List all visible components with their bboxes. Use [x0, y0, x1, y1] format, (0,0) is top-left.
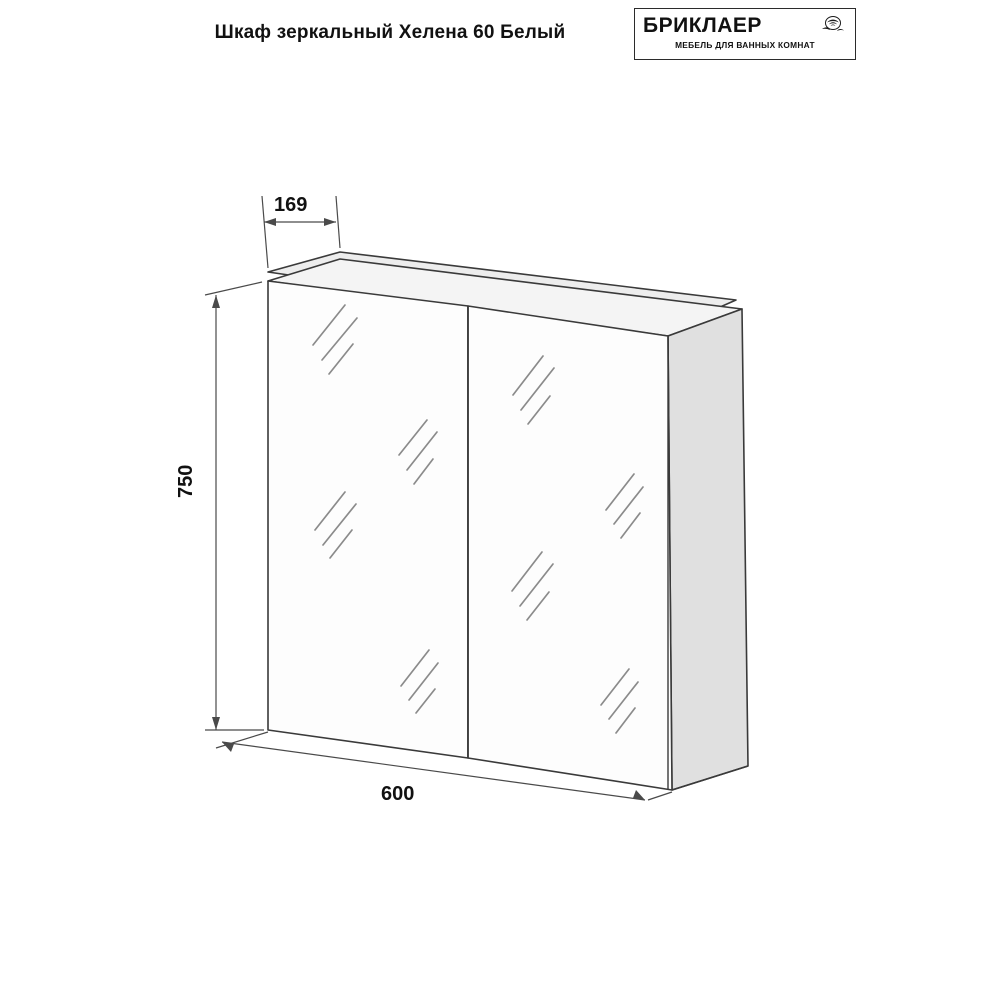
- cabinet-side-face: [668, 309, 748, 790]
- dimension-depth-label: 169: [274, 194, 308, 216]
- page-title: Шкаф зеркальный Хелена 60 Белый: [214, 22, 566, 43]
- brand-tagline: МЕБЕЛЬ ДЛЯ ВАННЫХ КОМНАТ: [675, 40, 815, 50]
- cabinet-door-left: [268, 281, 468, 758]
- dimension-height: [205, 282, 264, 730]
- brand-name: БРИКЛАЕР: [643, 14, 762, 37]
- cabinet-door-right: [468, 306, 672, 790]
- dimension-width-label: 600: [381, 783, 415, 805]
- dimension-height-label: 750: [175, 464, 197, 498]
